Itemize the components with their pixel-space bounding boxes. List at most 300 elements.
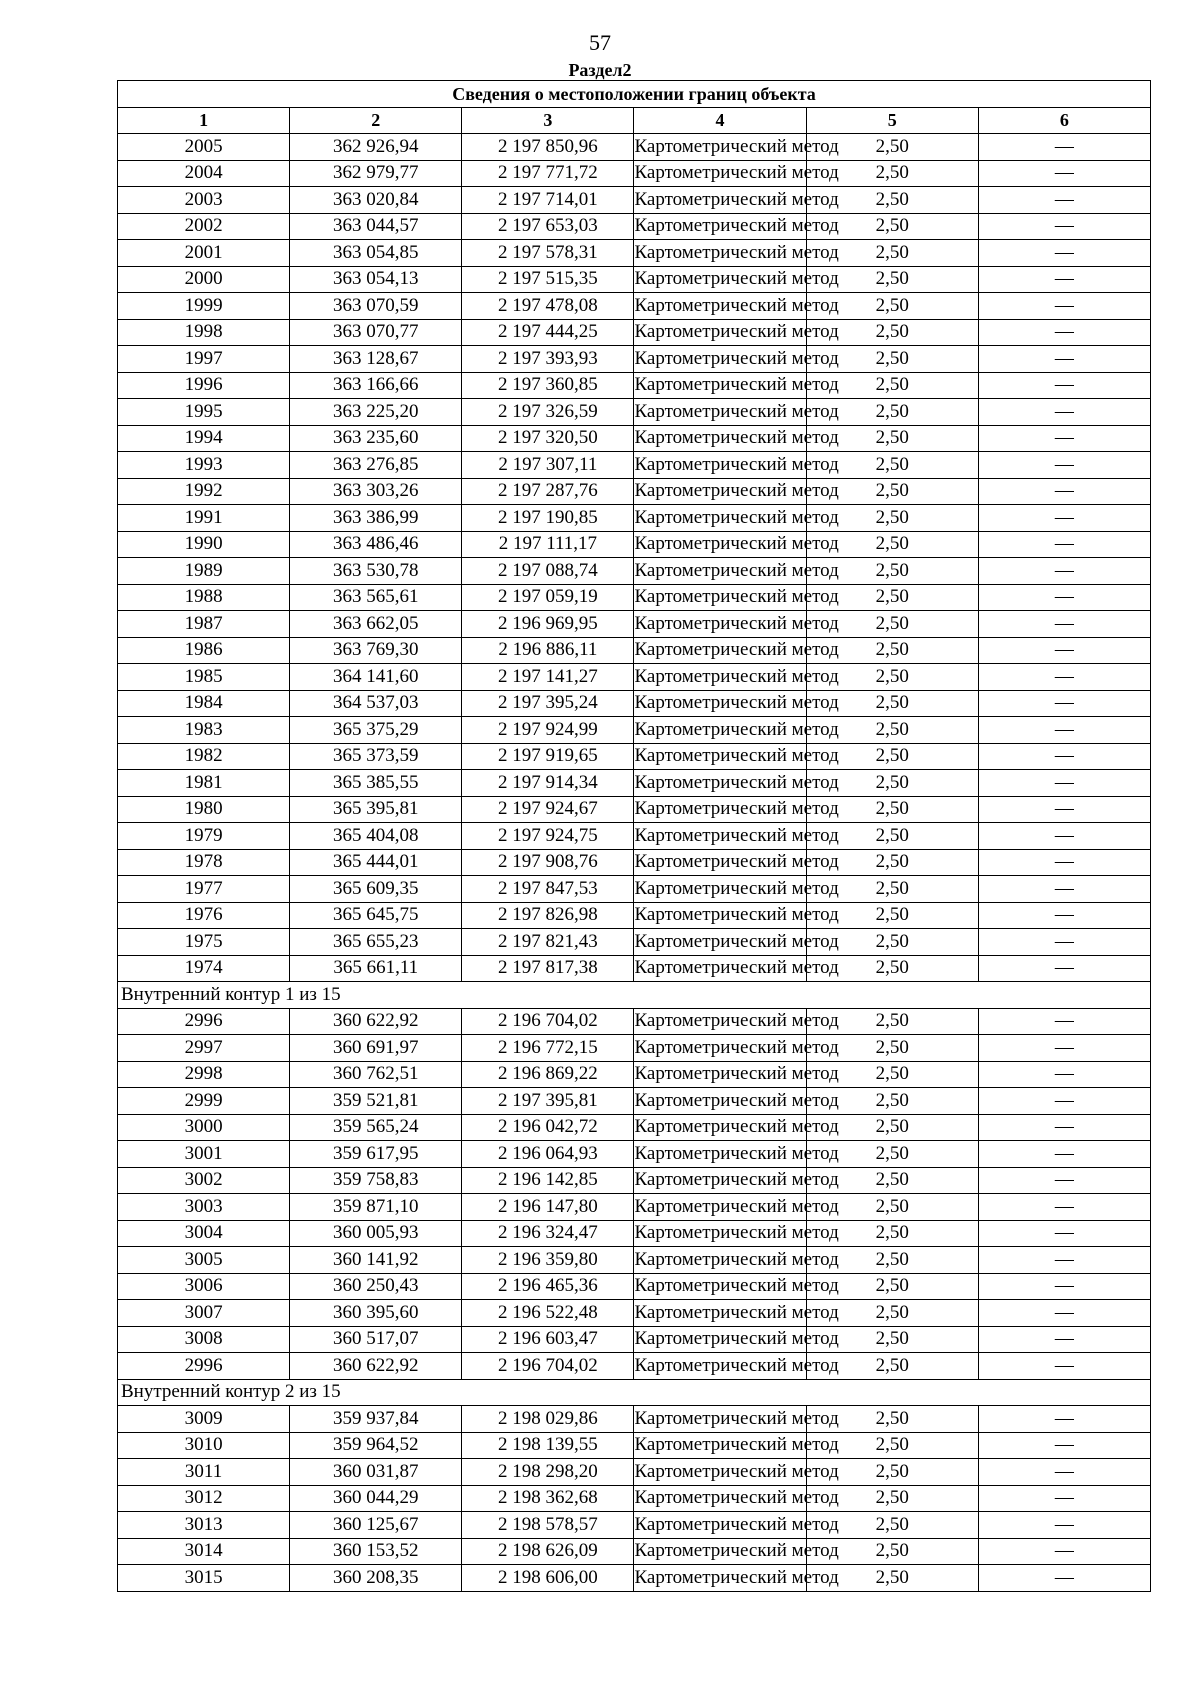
table-row [118, 240, 1151, 267]
method-cell: Картометрический метод [634, 187, 806, 214]
coordinate-x-cell: 363 070,77 [290, 319, 462, 346]
coordinate-y-cell: 2 197 515,35 [462, 266, 634, 293]
method-cell: Картометрический метод [634, 1273, 806, 1300]
coordinate-y-cell: 2 196 772,15 [462, 1035, 634, 1062]
coordinate-x-cell: 365 655,23 [290, 929, 462, 956]
table-row [118, 1406, 1151, 1433]
coordinate-x-cell: 359 617,95 [290, 1141, 462, 1168]
point-number-cell: 2005 [118, 134, 290, 161]
coordinate-y-cell: 2 197 393,93 [462, 346, 634, 373]
point-number-cell: 1999 [118, 293, 290, 320]
point-number-cell: 1974 [118, 955, 290, 982]
accuracy-cell: 2,50 [806, 1273, 978, 1300]
description-cell: — [978, 955, 1150, 982]
accuracy-cell: 2,50 [806, 478, 978, 505]
method-cell: Картометрический метод [634, 1194, 806, 1221]
accuracy-cell: 2,50 [806, 902, 978, 929]
table-row [118, 1565, 1151, 1592]
method-cell: Картометрический метод [634, 849, 806, 876]
coordinate-y-cell: 2 196 042,72 [462, 1114, 634, 1141]
point-number-cell: 1986 [118, 637, 290, 664]
column-number-row [118, 107, 1151, 134]
description-cell: — [978, 346, 1150, 373]
point-number-cell: 2001 [118, 240, 290, 267]
table-row [118, 955, 1151, 982]
accuracy-cell: 2,50 [806, 1167, 978, 1194]
coordinate-x-cell: 359 521,81 [290, 1088, 462, 1115]
description-cell: — [978, 1326, 1150, 1353]
coordinate-x-cell: 360 141,92 [290, 1247, 462, 1274]
column-number: 6 [978, 107, 1150, 134]
coordinate-y-cell: 2 197 395,24 [462, 690, 634, 717]
point-number-cell: 1983 [118, 717, 290, 744]
accuracy-cell: 2,50 [806, 955, 978, 982]
page-number: 57 [589, 30, 611, 55]
description-cell: — [978, 611, 1150, 638]
coordinate-y-cell: 2 197 924,99 [462, 717, 634, 744]
table-row [118, 558, 1151, 585]
method-cell: Картометрический метод [634, 717, 806, 744]
contour-label: Внутренний контур 1 из 15 [118, 982, 1151, 1009]
accuracy-cell: 2,50 [806, 584, 978, 611]
coordinate-y-cell: 2 197 653,03 [462, 213, 634, 240]
method-cell: Картометрический метод [634, 637, 806, 664]
accuracy-cell: 2,50 [806, 160, 978, 187]
coordinate-x-cell: 363 070,59 [290, 293, 462, 320]
point-number-cell: 1995 [118, 399, 290, 426]
description-cell: — [978, 1220, 1150, 1247]
description-cell: — [978, 1406, 1150, 1433]
method-cell: Картометрический метод [634, 823, 806, 850]
coordinate-x-cell: 360 250,43 [290, 1273, 462, 1300]
coordinate-y-cell: 2 197 088,74 [462, 558, 634, 585]
description-cell: — [978, 876, 1150, 903]
coordinate-y-cell: 2 197 771,72 [462, 160, 634, 187]
table-row [118, 319, 1151, 346]
description-cell: — [978, 187, 1150, 214]
method-cell: Картометрический метод [634, 611, 806, 638]
description-cell: — [978, 213, 1150, 240]
accuracy-cell: 2,50 [806, 1141, 978, 1168]
method-cell: Картометрический метод [634, 266, 806, 293]
accuracy-cell: 2,50 [806, 1485, 978, 1512]
point-number-cell: 2997 [118, 1035, 290, 1062]
description-cell: — [978, 558, 1150, 585]
table-row [118, 1538, 1151, 1565]
method-cell: Картометрический метод [634, 902, 806, 929]
description-cell: — [978, 690, 1150, 717]
point-number-cell: 2004 [118, 160, 290, 187]
method-cell: Картометрический метод [634, 213, 806, 240]
accuracy-cell: 2,50 [806, 505, 978, 532]
accuracy-cell: 2,50 [806, 1247, 978, 1274]
method-cell: Картометрический метод [634, 1141, 806, 1168]
point-number-cell: 2003 [118, 187, 290, 214]
description-cell: — [978, 1008, 1150, 1035]
coordinate-y-cell: 2 198 298,20 [462, 1459, 634, 1486]
method-cell: Картометрический метод [634, 505, 806, 532]
point-number-cell: 1979 [118, 823, 290, 850]
method-cell: Картометрический метод [634, 1300, 806, 1327]
coordinate-y-cell: 2 197 578,31 [462, 240, 634, 267]
coordinate-x-cell: 363 225,20 [290, 399, 462, 426]
description-cell: — [978, 929, 1150, 956]
coordinate-y-cell: 2 197 478,08 [462, 293, 634, 320]
table-row [118, 160, 1151, 187]
point-number-cell: 3009 [118, 1406, 290, 1433]
description-cell: — [978, 319, 1150, 346]
coordinate-x-cell: 359 964,52 [290, 1432, 462, 1459]
accuracy-cell: 2,50 [806, 1432, 978, 1459]
point-number-cell: 3015 [118, 1565, 290, 1592]
table-row [118, 717, 1151, 744]
point-number-cell: 2000 [118, 266, 290, 293]
accuracy-cell: 2,50 [806, 1035, 978, 1062]
accuracy-cell: 2,50 [806, 293, 978, 320]
point-number-cell: 3014 [118, 1538, 290, 1565]
description-cell: — [978, 1512, 1150, 1539]
column-number: 3 [462, 107, 634, 134]
point-number-cell: 1981 [118, 770, 290, 797]
coordinate-x-cell: 363 303,26 [290, 478, 462, 505]
point-number-cell: 1987 [118, 611, 290, 638]
table-row [118, 1485, 1151, 1512]
point-number-cell: 3006 [118, 1273, 290, 1300]
coordinate-y-cell: 2 196 359,80 [462, 1247, 634, 1274]
coordinate-y-cell: 2 197 847,53 [462, 876, 634, 903]
coordinate-x-cell: 360 622,92 [290, 1353, 462, 1380]
point-number-cell: 1985 [118, 664, 290, 691]
table-row [118, 902, 1151, 929]
accuracy-cell: 2,50 [806, 1353, 978, 1380]
accuracy-cell: 2,50 [806, 134, 978, 161]
coordinate-x-cell: 365 385,55 [290, 770, 462, 797]
coordinate-x-cell: 365 373,59 [290, 743, 462, 770]
description-cell: — [978, 1088, 1150, 1115]
coordinate-x-cell: 363 128,67 [290, 346, 462, 373]
point-number-cell: 1980 [118, 796, 290, 823]
table-row [118, 1088, 1151, 1115]
accuracy-cell: 2,50 [806, 346, 978, 373]
table-caption-row [118, 81, 1151, 108]
accuracy-cell: 2,50 [806, 1300, 978, 1327]
table-row [118, 452, 1151, 479]
method-cell: Картометрический метод [634, 1459, 806, 1486]
table-row [118, 1353, 1151, 1380]
method-cell: Картометрический метод [634, 1432, 806, 1459]
method-cell: Картометрический метод [634, 319, 806, 346]
coordinate-y-cell: 2 196 704,02 [462, 1353, 634, 1380]
coordinate-y-cell: 2 196 869,22 [462, 1061, 634, 1088]
coordinate-y-cell: 2 196 324,47 [462, 1220, 634, 1247]
table-row [118, 796, 1151, 823]
point-number-cell: 2996 [118, 1008, 290, 1035]
accuracy-cell: 2,50 [806, 1326, 978, 1353]
boundary-table [117, 80, 1151, 1592]
coordinate-x-cell: 360 208,35 [290, 1565, 462, 1592]
coordinate-x-cell: 365 661,11 [290, 955, 462, 982]
table-row [118, 346, 1151, 373]
point-number-cell: 1997 [118, 346, 290, 373]
coordinate-x-cell: 359 937,84 [290, 1406, 462, 1433]
point-number-cell: 3008 [118, 1326, 290, 1353]
point-number-cell: 1989 [118, 558, 290, 585]
coordinate-x-cell: 363 486,46 [290, 531, 462, 558]
table-row [118, 266, 1151, 293]
point-number-cell: 1994 [118, 425, 290, 452]
coordinate-y-cell: 2 196 147,80 [462, 1194, 634, 1221]
method-cell: Картометрический метод [634, 1512, 806, 1539]
coordinate-x-cell: 362 979,77 [290, 160, 462, 187]
table-row [118, 929, 1151, 956]
description-cell: — [978, 823, 1150, 850]
table-row [118, 770, 1151, 797]
coordinate-y-cell: 2 197 444,25 [462, 319, 634, 346]
description-cell: — [978, 1035, 1150, 1062]
point-number-cell: 1996 [118, 372, 290, 399]
accuracy-cell: 2,50 [806, 1565, 978, 1592]
accuracy-cell: 2,50 [806, 876, 978, 903]
coordinate-y-cell: 2 196 064,93 [462, 1141, 634, 1168]
coordinate-y-cell: 2 197 307,11 [462, 452, 634, 479]
coordinate-y-cell: 2 197 141,27 [462, 664, 634, 691]
method-cell: Картометрический метод [634, 558, 806, 585]
table-row [118, 531, 1151, 558]
table-row [118, 690, 1151, 717]
coordinate-x-cell: 363 044,57 [290, 213, 462, 240]
coordinate-x-cell: 363 166,66 [290, 372, 462, 399]
description-cell: — [978, 1167, 1150, 1194]
accuracy-cell: 2,50 [806, 1088, 978, 1115]
accuracy-cell: 2,50 [806, 823, 978, 850]
description-cell: — [978, 1141, 1150, 1168]
method-cell: Картометрический метод [634, 1088, 806, 1115]
column-number: 5 [806, 107, 978, 134]
table-row [118, 849, 1151, 876]
point-number-cell: 2002 [118, 213, 290, 240]
coordinate-y-cell: 2 198 606,00 [462, 1565, 634, 1592]
accuracy-cell: 2,50 [806, 796, 978, 823]
point-number-cell: 3007 [118, 1300, 290, 1327]
method-cell: Картометрический метод [634, 796, 806, 823]
coordinate-y-cell: 2 197 111,17 [462, 531, 634, 558]
coordinate-y-cell: 2 197 059,19 [462, 584, 634, 611]
column-number: 4 [634, 107, 806, 134]
method-cell: Картометрический метод [634, 240, 806, 267]
accuracy-cell: 2,50 [806, 1459, 978, 1486]
coordinate-x-cell: 365 609,35 [290, 876, 462, 903]
description-cell: — [978, 1459, 1150, 1486]
accuracy-cell: 2,50 [806, 266, 978, 293]
accuracy-cell: 2,50 [806, 372, 978, 399]
coordinate-x-cell: 359 758,83 [290, 1167, 462, 1194]
coordinate-y-cell: 2 196 465,36 [462, 1273, 634, 1300]
coordinate-x-cell: 365 645,75 [290, 902, 462, 929]
description-cell: — [978, 1114, 1150, 1141]
accuracy-cell: 2,50 [806, 849, 978, 876]
coordinate-y-cell: 2 197 908,76 [462, 849, 634, 876]
description-cell: — [978, 1432, 1150, 1459]
method-cell: Картометрический метод [634, 425, 806, 452]
description-cell: — [978, 160, 1150, 187]
description-cell: — [978, 266, 1150, 293]
table-row [118, 213, 1151, 240]
point-number-cell: 1992 [118, 478, 290, 505]
coordinate-y-cell: 2 196 522,48 [462, 1300, 634, 1327]
coordinate-x-cell: 363 020,84 [290, 187, 462, 214]
method-cell: Картометрический метод [634, 743, 806, 770]
point-number-cell: 3005 [118, 1247, 290, 1274]
coordinate-y-cell: 2 197 395,81 [462, 1088, 634, 1115]
coordinate-x-cell: 359 565,24 [290, 1114, 462, 1141]
table-row [118, 1247, 1151, 1274]
coordinate-x-cell: 362 926,94 [290, 134, 462, 161]
description-cell: — [978, 1061, 1150, 1088]
point-number-cell: 3011 [118, 1459, 290, 1486]
table-row [118, 1432, 1151, 1459]
coordinate-x-cell: 360 691,97 [290, 1035, 462, 1062]
table-row [118, 1061, 1151, 1088]
point-number-cell: 2999 [118, 1088, 290, 1115]
coordinate-y-cell: 2 198 626,09 [462, 1538, 634, 1565]
coordinate-y-cell: 2 197 924,75 [462, 823, 634, 850]
method-cell: Картометрический метод [634, 452, 806, 479]
description-cell: — [978, 240, 1150, 267]
table-row [118, 1167, 1151, 1194]
coordinate-x-cell: 360 762,51 [290, 1061, 462, 1088]
accuracy-cell: 2,50 [806, 1061, 978, 1088]
table-row [118, 399, 1151, 426]
point-number-cell: 2998 [118, 1061, 290, 1088]
point-number-cell: 3010 [118, 1432, 290, 1459]
description-cell: — [978, 531, 1150, 558]
accuracy-cell: 2,50 [806, 558, 978, 585]
method-cell: Картометрический метод [634, 1565, 806, 1592]
table-row [118, 1459, 1151, 1486]
accuracy-cell: 2,50 [806, 611, 978, 638]
table-row [118, 187, 1151, 214]
accuracy-cell: 2,50 [806, 452, 978, 479]
method-cell: Картометрический метод [634, 929, 806, 956]
point-number-cell: 1990 [118, 531, 290, 558]
table-row [118, 1114, 1151, 1141]
method-cell: Картометрический метод [634, 1247, 806, 1274]
coordinate-x-cell: 363 769,30 [290, 637, 462, 664]
method-cell: Картометрический метод [634, 955, 806, 982]
coordinate-x-cell: 365 375,29 [290, 717, 462, 744]
method-cell: Картометрический метод [634, 1353, 806, 1380]
table-row [118, 372, 1151, 399]
table-row [118, 1194, 1151, 1221]
coordinate-y-cell: 2 196 704,02 [462, 1008, 634, 1035]
table-row [118, 664, 1151, 691]
description-cell: — [978, 584, 1150, 611]
description-cell: — [978, 372, 1150, 399]
point-number-cell: 2996 [118, 1353, 290, 1380]
method-cell: Картометрический метод [634, 1326, 806, 1353]
coordinate-y-cell: 2 197 190,85 [462, 505, 634, 532]
accuracy-cell: 2,50 [806, 637, 978, 664]
method-cell: Картометрический метод [634, 293, 806, 320]
description-cell: — [978, 478, 1150, 505]
method-cell: Картометрический метод [634, 690, 806, 717]
point-number-cell: 3001 [118, 1141, 290, 1168]
description-cell: — [978, 796, 1150, 823]
coordinate-y-cell: 2 196 886,11 [462, 637, 634, 664]
coordinate-x-cell: 360 517,07 [290, 1326, 462, 1353]
description-cell: — [978, 425, 1150, 452]
point-number-cell: 1998 [118, 319, 290, 346]
coordinate-x-cell: 365 444,01 [290, 849, 462, 876]
point-number-cell: 1982 [118, 743, 290, 770]
point-number-cell: 1978 [118, 849, 290, 876]
accuracy-cell: 2,50 [806, 664, 978, 691]
coordinate-x-cell: 363 386,99 [290, 505, 462, 532]
table-row [118, 637, 1151, 664]
accuracy-cell: 2,50 [806, 319, 978, 346]
method-cell: Картометрический метод [634, 1114, 806, 1141]
method-cell: Картометрический метод [634, 770, 806, 797]
accuracy-cell: 2,50 [806, 213, 978, 240]
accuracy-cell: 2,50 [806, 187, 978, 214]
coordinate-x-cell: 363 054,13 [290, 266, 462, 293]
table-row [118, 425, 1151, 452]
point-number-cell: 1975 [118, 929, 290, 956]
coordinate-x-cell: 360 125,67 [290, 1512, 462, 1539]
coordinate-y-cell: 2 197 360,85 [462, 372, 634, 399]
coordinate-x-cell: 364 141,60 [290, 664, 462, 691]
accuracy-cell: 2,50 [806, 717, 978, 744]
contour-header-row [118, 982, 1151, 1009]
method-cell: Картометрический метод [634, 664, 806, 691]
description-cell: — [978, 1353, 1150, 1380]
accuracy-cell: 2,50 [806, 743, 978, 770]
coordinate-y-cell: 2 197 826,98 [462, 902, 634, 929]
description-cell: — [978, 1247, 1150, 1274]
coordinate-y-cell: 2 197 850,96 [462, 134, 634, 161]
section-title: Раздел2 [568, 60, 632, 80]
method-cell: Картометрический метод [634, 1167, 806, 1194]
coordinate-x-cell: 360 031,87 [290, 1459, 462, 1486]
method-cell: Картометрический метод [634, 1220, 806, 1247]
point-number-cell: 3000 [118, 1114, 290, 1141]
contour-header-row [118, 1379, 1151, 1406]
accuracy-cell: 2,50 [806, 1220, 978, 1247]
coordinate-y-cell: 2 197 326,59 [462, 399, 634, 426]
description-cell: — [978, 1565, 1150, 1592]
coordinate-y-cell: 2 196 142,85 [462, 1167, 634, 1194]
table-row [118, 876, 1151, 903]
contour-label: Внутренний контур 2 из 15 [118, 1379, 1151, 1406]
coordinate-x-cell: 360 044,29 [290, 1485, 462, 1512]
coordinate-x-cell: 363 235,60 [290, 425, 462, 452]
coordinate-y-cell: 2 197 287,76 [462, 478, 634, 505]
description-cell: — [978, 452, 1150, 479]
description-cell: — [978, 902, 1150, 929]
point-number-cell: 3004 [118, 1220, 290, 1247]
accuracy-cell: 2,50 [806, 929, 978, 956]
table-row [118, 743, 1151, 770]
column-number: 1 [118, 107, 290, 134]
table-row [118, 1300, 1151, 1327]
point-number-cell: 3012 [118, 1485, 290, 1512]
point-number-cell: 3003 [118, 1194, 290, 1221]
description-cell: — [978, 505, 1150, 532]
description-cell: — [978, 637, 1150, 664]
method-cell: Картометрический метод [634, 1406, 806, 1433]
column-number: 2 [290, 107, 462, 134]
table-row [118, 505, 1151, 532]
